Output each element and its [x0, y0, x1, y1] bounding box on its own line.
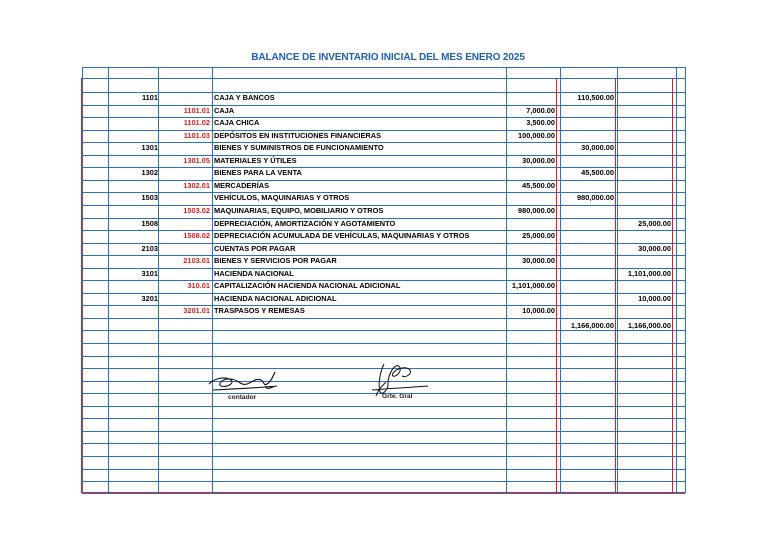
subaccount-code: 1302.01	[183, 180, 210, 190]
subaccount-code: 1503.02	[183, 205, 210, 215]
account-code: 1301	[141, 143, 158, 153]
parcial-amount: 3,500.00	[526, 118, 555, 128]
account-code	[110, 230, 158, 243]
parcial-amount	[506, 268, 555, 281]
account-description: DEPRECIACIÓN ACUMULADA DE VEHÍCULAS, MAQUINARIAS Y OTROS	[214, 231, 470, 241]
debe-amount	[560, 218, 614, 231]
debe-amount	[560, 205, 614, 218]
account-code: 3201	[141, 293, 158, 303]
account-description: BIENES PARA LA VENTA	[214, 168, 302, 178]
account-description: VEHÍCULOS, MAQUINARIAS Y OTROS	[214, 193, 350, 203]
debe-amount: 45,500.00	[581, 168, 614, 178]
debe-amount	[560, 180, 614, 193]
subaccount-code	[154, 293, 210, 306]
subaccount-code: 2103.01	[183, 256, 210, 266]
haber-amount	[617, 205, 671, 218]
haber-amount	[617, 105, 671, 118]
account-code	[110, 180, 158, 193]
contador-label: contador	[228, 394, 257, 401]
account-code	[110, 255, 158, 268]
account-description: DEPRECIACIÓN, AMORTIZACIÓN Y AGOTAMIENTO	[214, 218, 396, 228]
haber-amount: 25,000.00	[638, 218, 671, 228]
account-code	[110, 280, 158, 293]
account-description: CAJA Y BANCOS	[214, 93, 275, 102]
account-code: 3101	[141, 268, 158, 278]
debe-amount	[560, 155, 614, 168]
debe-amount	[560, 305, 614, 318]
parcial-amount: 30,000.00	[522, 256, 555, 266]
subaccount-code	[154, 92, 210, 105]
subaccount-code: 1101.02	[183, 118, 210, 128]
debe-amount: 980,000.00	[577, 193, 614, 203]
account-description: DEPÓSITOS EN INSTITUCIONES FINANCIERAS	[214, 130, 381, 140]
debe-amount	[560, 243, 614, 256]
haber-amount: 30,000.00	[638, 243, 671, 253]
total-debe: 1,166,000.00	[570, 320, 614, 330]
parcial-amount: 10,000.00	[522, 306, 555, 316]
debe-amount	[560, 280, 614, 293]
parcial-amount	[506, 293, 555, 306]
grid-row-line	[82, 343, 685, 344]
account-description: MATERIALES Y ÚTILES	[214, 155, 297, 165]
haber-amount	[617, 255, 671, 268]
subaccount-code: 1101.01	[183, 105, 210, 115]
account-description: MERCADERÍAS	[214, 180, 270, 190]
subaccount-code	[154, 268, 210, 281]
debe-amount	[560, 117, 614, 130]
subaccount-code	[154, 167, 210, 180]
parcial-amount	[506, 142, 555, 155]
account-code: 1508	[141, 218, 158, 228]
subaccount-code	[154, 192, 210, 205]
grid-row-line	[82, 78, 685, 79]
grid-row-line	[82, 481, 685, 482]
account-description: CAJA CHICA	[214, 118, 260, 128]
account-description: CAPITALIZACIÓN HACIENDA NACIONAL ADICIONAL	[214, 281, 401, 291]
grid-row-line	[82, 443, 685, 444]
subaccount-code: 310.01	[187, 281, 210, 291]
red-column-line	[615, 78, 616, 493]
debe-amount: 110,500.00	[577, 93, 614, 102]
parcial-amount: 100,000.00	[518, 130, 555, 140]
account-description: HACIENDA NACIONAL ADICIONAL	[214, 293, 337, 303]
gerente-label: Grte. Gral	[382, 393, 413, 400]
parcial-amount: 7,000.00	[526, 105, 555, 115]
debe-amount	[560, 130, 614, 143]
grid-row-line	[82, 318, 685, 319]
grid-row-line	[82, 456, 685, 457]
grid-row-line	[82, 67, 685, 68]
grid-row-line	[82, 406, 685, 407]
grid-row-line	[82, 431, 685, 432]
haber-amount	[617, 192, 671, 205]
haber-amount	[617, 167, 671, 180]
page-title: BALANCE DE INVENTARIO INICIAL DEL MES ENERO 2025	[251, 52, 525, 63]
grid-column-line	[676, 67, 677, 493]
subaccount-code: 3201.01	[183, 306, 210, 316]
account-code	[110, 130, 158, 143]
account-code	[110, 305, 158, 318]
haber-amount	[617, 142, 671, 155]
parcial-amount	[506, 92, 555, 105]
debe-amount	[560, 268, 614, 281]
haber-amount	[617, 155, 671, 168]
haber-amount	[617, 92, 671, 105]
haber-amount	[617, 130, 671, 143]
account-code: 1503	[141, 193, 158, 203]
account-code: 2103	[141, 243, 158, 253]
subaccount-code	[154, 243, 210, 256]
total-haber: 1,166,000.00	[627, 320, 671, 330]
debe-amount: 30,000.00	[581, 143, 614, 153]
ledger-sheet	[82, 67, 685, 493]
grid-row-line	[82, 493, 685, 494]
parcial-amount	[506, 192, 555, 205]
haber-amount	[617, 305, 671, 318]
grid-row-line	[82, 356, 685, 357]
grid-row-line	[82, 469, 685, 470]
haber-amount	[617, 280, 671, 293]
account-code	[110, 117, 158, 130]
parcial-amount	[506, 243, 555, 256]
account-description: CUENTAS POR PAGAR	[214, 243, 296, 253]
parcial-amount: 1,101,000.00	[511, 281, 555, 291]
subaccount-code: 1508.02	[183, 231, 210, 241]
subaccount-code: 1101.03	[183, 130, 210, 140]
red-column-line	[672, 78, 673, 493]
debe-amount	[560, 255, 614, 268]
parcial-amount: 25,000.00	[522, 231, 555, 241]
account-description: MAQUINARIAS, EQUIPO, MOBILIARIO Y OTROS	[214, 205, 384, 215]
parcial-amount: 30,000.00	[522, 155, 555, 165]
subaccount-code: 1301.05	[183, 155, 210, 165]
parcial-amount: 45,500.00	[522, 180, 555, 190]
account-code: 1302	[141, 168, 158, 178]
haber-amount: 1,101,000.00	[627, 268, 671, 278]
grid-column-line	[108, 67, 109, 493]
haber-amount: 10,000.00	[638, 293, 671, 303]
account-description: TRASPASOS Y REMESAS	[214, 306, 305, 316]
haber-amount	[617, 230, 671, 243]
subaccount-code	[154, 218, 210, 231]
contador-signature	[205, 364, 285, 398]
grid-column-line	[212, 67, 213, 493]
subaccount-code	[154, 142, 210, 155]
debe-amount	[560, 230, 614, 243]
parcial-amount	[506, 167, 555, 180]
account-description: BIENES Y SUMINISTROS DE FUNCIONAMIENTO	[214, 143, 384, 153]
account-code	[110, 205, 158, 218]
grid-column-line	[685, 67, 686, 493]
parcial-amount: 980,000.00	[518, 205, 555, 215]
red-column-line	[556, 78, 557, 493]
account-code: 1101	[141, 93, 158, 102]
grid-column-line	[82, 67, 83, 493]
debe-amount	[560, 293, 614, 306]
account-description: BIENES Y SERVICIOS POR PAGAR	[214, 256, 337, 266]
account-code	[110, 155, 158, 168]
account-description: CAJA	[214, 105, 235, 115]
account-code	[110, 105, 158, 118]
parcial-amount	[506, 218, 555, 231]
haber-amount	[617, 180, 671, 193]
haber-amount	[617, 117, 671, 130]
grid-row-line	[82, 418, 685, 419]
account-description: HACIENDA NACIONAL	[214, 268, 294, 278]
debe-amount	[560, 105, 614, 118]
